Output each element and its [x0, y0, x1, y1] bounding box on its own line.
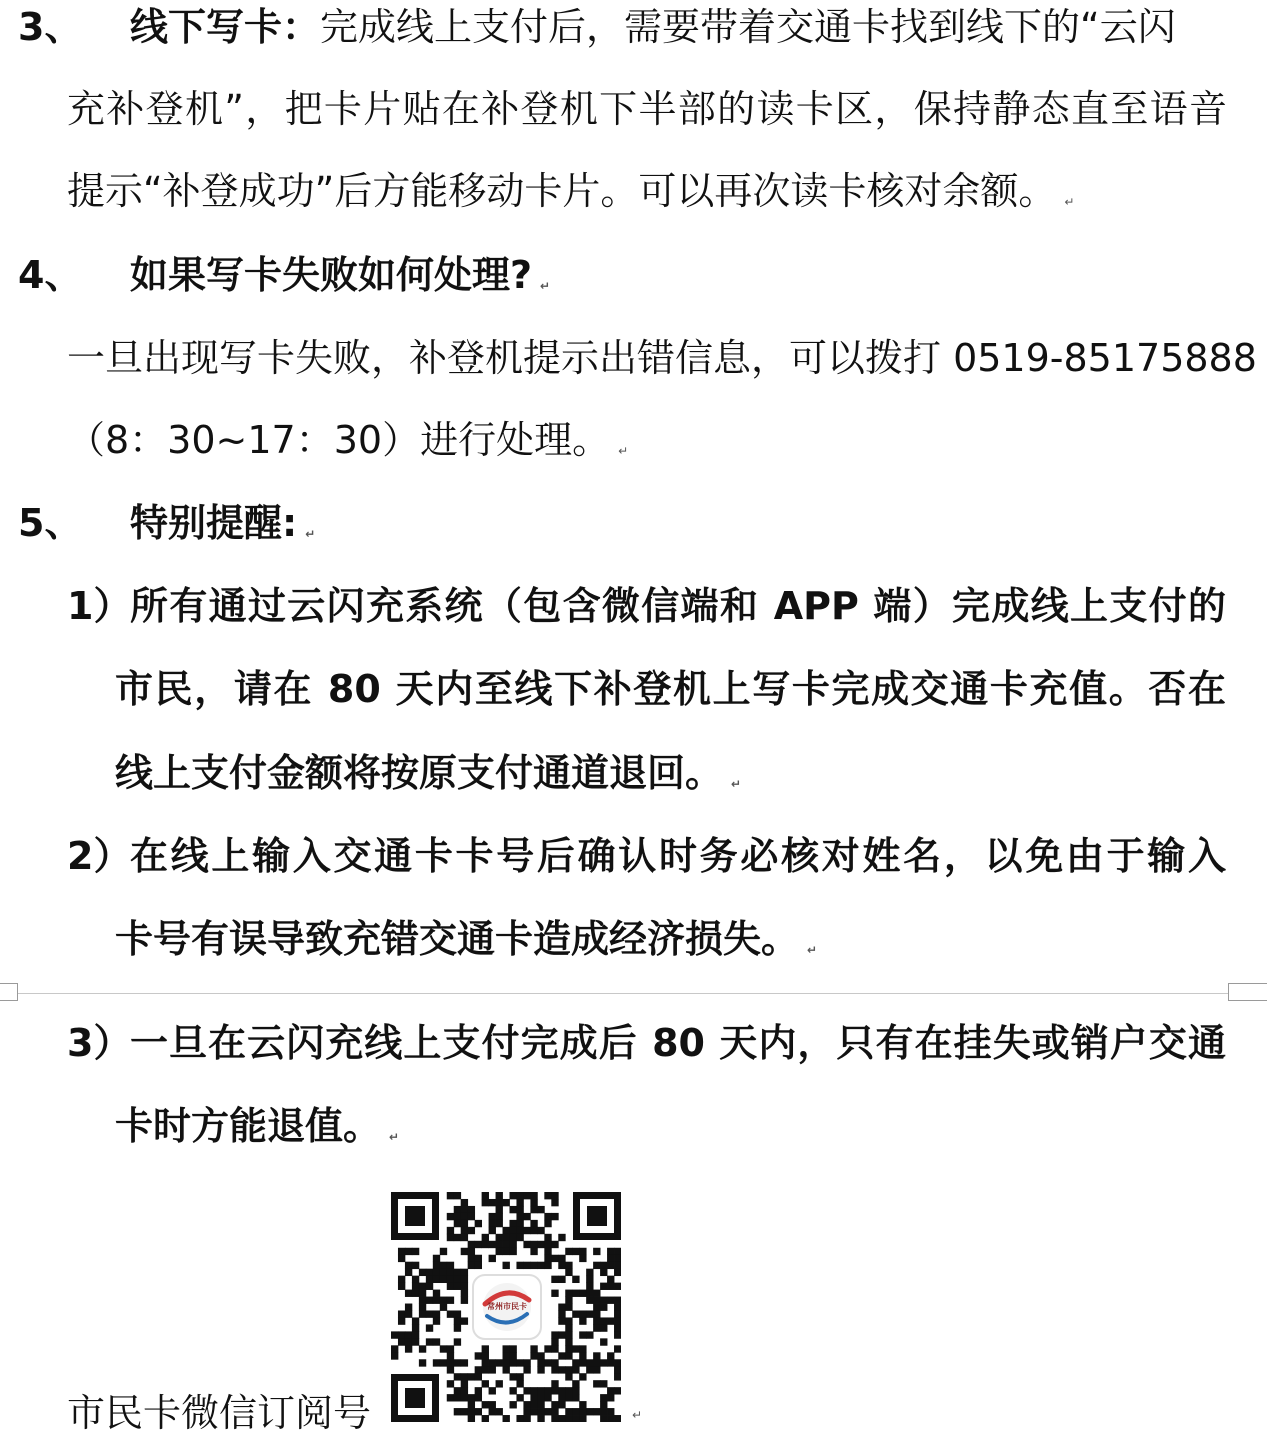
- section-3-heading: 线下写卡：: [130, 5, 321, 49]
- item-2-line-2: [115, 914, 817, 975]
- page-corner-right: [1228, 983, 1267, 1001]
- paragraph-mark: ↵: [540, 279, 551, 293]
- section-5-heading-text: 特别提醒:: [130, 501, 298, 545]
- qr-finder-top-right: [573, 1192, 621, 1240]
- section-4-heading: [130, 250, 550, 311]
- section-3-text-3: 提示“补登成功”后方能移动卡片。可以再次读卡核对余额。: [67, 169, 1057, 213]
- paragraph-mark-end: ↵: [632, 1408, 643, 1422]
- section-3-text: 完成线上支付后，需要带着交通卡找到线下的“云闪: [320, 5, 1176, 49]
- item-2-marker: 2）: [67, 834, 132, 878]
- qr-center-logo: [473, 1275, 541, 1339]
- paragraph-mark: ↵: [618, 444, 629, 458]
- paragraph-mark: ↵: [1064, 195, 1075, 209]
- qr-code: [391, 1192, 621, 1422]
- section-4-heading-text: 如果写卡失败如何处理?: [130, 253, 533, 297]
- page-break-line: [18, 993, 1229, 994]
- section-5-number: 5、: [18, 501, 83, 545]
- item-3-line-2: [115, 1101, 399, 1162]
- item-2-text-2: 卡号有误导致充错交通卡造成经济损失。: [115, 917, 800, 961]
- item-3-marker: 3）: [67, 1021, 132, 1065]
- section-5-heading: [130, 498, 315, 559]
- paragraph-mark: ↵: [731, 777, 742, 791]
- paragraph-mark: ↵: [807, 943, 818, 957]
- section-3-line-2: 充补登机”，把卡片贴在补登机下半部的读卡区，保持静态直至语音: [67, 87, 1227, 131]
- qr-finder-bottom-left: [391, 1374, 439, 1422]
- item-2-line-1: 在线上输入交通卡卡号后确认时务必核对姓名，以免由于输入: [130, 834, 1226, 878]
- qr-finder-top-left: [391, 1192, 439, 1240]
- section-3-number: 3、: [18, 5, 83, 49]
- item-1-marker: 1）: [67, 584, 132, 628]
- section-4-number: 4、: [18, 253, 83, 297]
- item-1-text-3: 线上支付金额将按原支付通道退回。: [115, 751, 724, 795]
- paragraph-mark: ↵: [305, 527, 316, 541]
- item-1-line-2: 市民，请在 80 天内至线下补登机上写卡完成交通卡充值。否在: [115, 667, 1226, 711]
- subscription-caption: 市民卡微信订阅号: [67, 1391, 372, 1435]
- section-3-line-1: [130, 2, 1226, 52]
- item-3-line-1: 一旦在云闪充线上支付完成后 80 天内，只有在挂失或销户交通: [130, 1021, 1226, 1065]
- section-3-line-3: [67, 166, 1074, 227]
- section-4-line-2: [67, 415, 628, 476]
- item-3-text-2: 卡时方能退值。: [115, 1104, 382, 1148]
- page-corner-left: [0, 983, 18, 1001]
- section-4-line-1: 一旦出现写卡失败，补登机提示出错信息，可以拨打 0519-85175888: [67, 336, 1257, 380]
- section-4-text-2: （8：30~17：30）进行处理。: [67, 418, 611, 462]
- paragraph-mark: ↵: [389, 1130, 400, 1144]
- item-1-line-3: [115, 748, 741, 809]
- qr-logo-text: 常州市民卡: [487, 1302, 527, 1311]
- item-1-line-1: 所有通过云闪充系统（包含微信端和 APP 端）完成线上支付的: [130, 584, 1226, 628]
